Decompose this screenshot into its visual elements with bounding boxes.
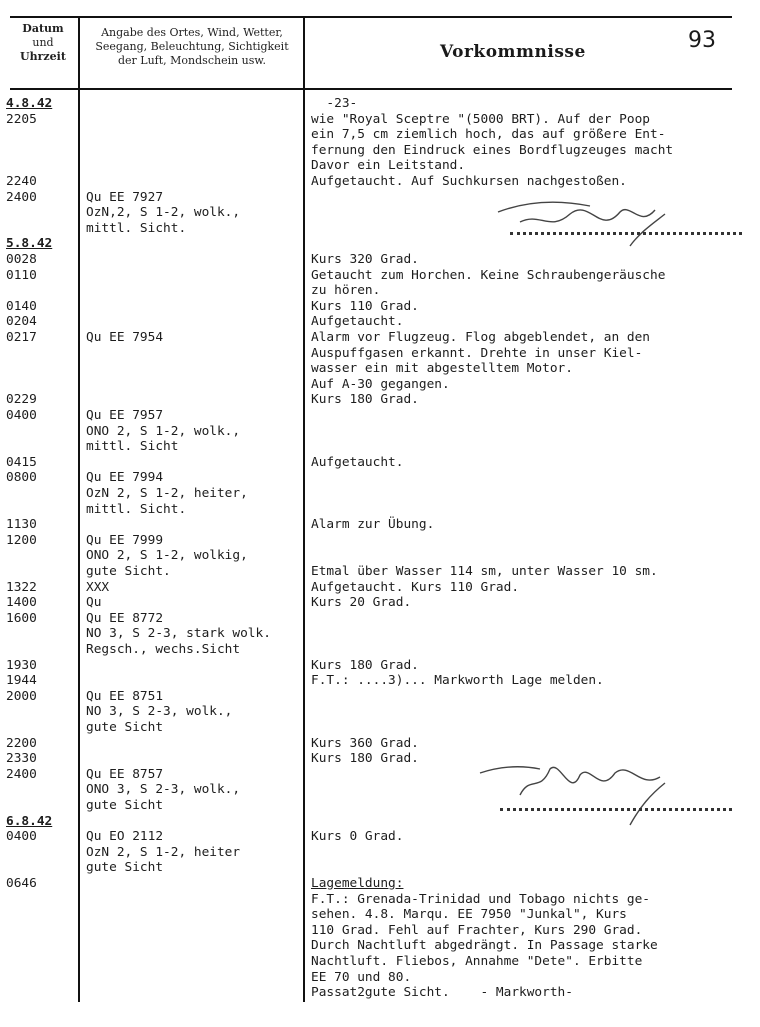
entry-place: ONO 2, S 1-2, wolkig, (86, 548, 248, 564)
entry-event: Auf A-30 gegangen. (311, 376, 450, 392)
entry-place: NO 3, S 2-3, stark wolk. (86, 626, 271, 642)
header-place-line: der Luft, Mondschein usw. (117, 54, 267, 67)
signature-dotted-line (500, 808, 732, 811)
entry-time: 2400 (6, 189, 37, 205)
entry-event: Aufgetaucht. (311, 454, 404, 470)
entry-time: 0646 (6, 876, 37, 891)
entry-time: 1400 (6, 595, 37, 611)
entry-event: Lagemeldung: (311, 876, 404, 891)
entry-time: 2200 (6, 735, 37, 751)
entry-event: Davor ein Leitstand. (311, 158, 466, 174)
entry-place: ONO 3, S 2-3, wolk., (86, 782, 241, 798)
entry-place: Qu EE 8751 (86, 688, 164, 704)
entry-event: wie "Royal Sceptre "(5000 BRT). Auf der Poop (311, 111, 650, 127)
entry-place: Qu EE 8772 (86, 610, 164, 626)
entry-event: Getaucht zum Horchen. Keine Schraubengeräusche (311, 267, 666, 283)
entry-time: 2400 (6, 766, 37, 782)
entry-place: XXX (86, 579, 110, 595)
entry-event: 110 Grad. Fehl auf Frachter, Kurs 290 Grad. (311, 922, 643, 938)
entry-time: 1200 (6, 532, 37, 548)
entry-place: OzN 2, S 1-2, heiter, (86, 486, 248, 501)
entry-time: 1130 (6, 517, 37, 533)
entry-place: gute Sicht (86, 720, 164, 735)
entry-event: Alarm vor Flugzeug. Flog abgeblendet, an den (311, 330, 650, 345)
entry-place: gute Sicht. (86, 564, 171, 579)
signature-mark (470, 755, 700, 835)
entry-event: F.T.: ....3)... Markworth Lage melden. (311, 673, 604, 689)
entry-time: 0400 (6, 408, 37, 423)
entry-event: Nachtluft. Fliebos, Annahme "Dete". Erbitte (311, 954, 643, 969)
entry-time: 2330 (6, 751, 37, 767)
entry-event: Kurs 180 Grad. (311, 657, 419, 673)
entry-place: Qu EE 8757 (86, 766, 164, 782)
entry-time: 1600 (6, 610, 37, 626)
entry-event: Alarm zur Übung. (311, 517, 435, 533)
entry-event: F.T.: Grenada-Trinidad und Tobago nichts ge- (311, 891, 650, 907)
header-place-line: Seegang, Beleuchtung, Sichtigkeit (95, 40, 289, 53)
entry-time: 0217 (6, 330, 37, 345)
column-divider-date (78, 17, 80, 1002)
entry-event: EE 70 und 80. (311, 969, 412, 985)
entry-time: 0110 (6, 267, 37, 283)
header-date-line: Uhrzeit (20, 50, 66, 63)
entry-time: 1944 (6, 673, 37, 689)
entry-event: Passat2gute Sicht. - Markworth- (311, 985, 573, 1001)
entry-date: 5.8.42 (6, 236, 53, 252)
entry-time: 0400 (6, 829, 37, 845)
entry-event: zu hören. (311, 283, 381, 299)
entry-place: OzN,2, S 1-2, wolk., (86, 205, 241, 221)
header-date-line: und (32, 36, 54, 49)
entry-event: Kurs 180 Grad. (311, 392, 419, 408)
entry-place: mittl. Sicht (86, 439, 179, 455)
entry-event: Auspuffgasen erkannt. Drehte in unser Kiel- (311, 345, 643, 361)
header-date-line: Datum (22, 22, 64, 35)
entry-event: Kurs 20 Grad. (311, 595, 412, 611)
entry-place: Qu EO 2112 (86, 829, 164, 845)
header-place-line: Angabe des Ortes, Wind, Wetter, (101, 26, 283, 39)
entry-place: Qu EE 7927 (86, 189, 164, 205)
entry-time: 0415 (6, 454, 37, 470)
entry-place: ONO 2, S 1-2, wolk., (86, 423, 241, 439)
entry-time: 0800 (6, 470, 37, 486)
entry-event: ein 7,5 cm ziemlich hoch, das auf größere Ent- (311, 127, 666, 143)
entry-place: NO 3, S 2-3, wolk., (86, 704, 233, 720)
entry-place: mittl. Sicht. (86, 501, 187, 517)
entry-event: -23- (311, 96, 358, 111)
entry-place: Qu EE 7954 (86, 330, 164, 345)
page-number: 93 (688, 28, 716, 53)
entry-place: Qu EE 7957 (86, 408, 164, 423)
entry-date: 4.8.42 (6, 96, 53, 111)
entry-place: Qu EE 7999 (86, 532, 164, 548)
entry-place: Regsch., wechs.Sicht (86, 642, 241, 657)
entry-place: mittl. Sicht. (86, 220, 187, 236)
entry-event: Kurs 360 Grad. (311, 735, 419, 751)
entry-place: Qu EE 7994 (86, 470, 164, 486)
entry-time: 0229 (6, 392, 37, 408)
entry-time: 0028 (6, 252, 37, 267)
entry-place: gute Sicht (86, 798, 164, 813)
entry-event: Kurs 320 Grad. (311, 252, 419, 267)
entry-time: 2205 (6, 111, 37, 127)
entry-date: 6.8.42 (6, 813, 53, 829)
header-date-column (10, 22, 76, 64)
entry-event: Etmal über Wasser 114 sm, unter Wasser 10 sm. (311, 564, 658, 579)
entry-place: Qu (86, 595, 102, 611)
entry-event: Kurs 110 Grad. (311, 298, 419, 314)
column-divider-place (303, 17, 305, 1002)
entry-event: fernung den Eindruck eines Bordflugzeuges macht (311, 142, 674, 158)
entry-event: Aufgetaucht. Kurs 110 Grad. (311, 579, 520, 595)
entry-event: wasser ein mit abgestelltem Motor. (311, 361, 573, 377)
header-place-column (82, 26, 302, 68)
header-top-rule (10, 16, 732, 18)
signature-dotted-line (510, 232, 742, 235)
entry-event: Durch Nachtluft abgedrängt. In Passage starke (311, 938, 658, 954)
entry-time: 0204 (6, 314, 37, 330)
entry-event: Aufgetaucht. Auf Suchkursen nachgestoßen. (311, 174, 627, 189)
entry-place: gute Sicht (86, 860, 164, 876)
signature-mark (480, 192, 700, 262)
entry-event: Kurs 180 Grad. (311, 751, 419, 767)
entry-time: 2000 (6, 688, 37, 704)
entry-time: 1322 (6, 579, 37, 595)
entry-event: Aufgetaucht. (311, 314, 404, 330)
entry-time: 0140 (6, 298, 37, 314)
header-bottom-rule (10, 88, 732, 90)
entry-event: Kurs 0 Grad. (311, 829, 404, 845)
entry-time: 1930 (6, 657, 37, 673)
entry-time: 2240 (6, 174, 37, 189)
entry-event: sehen. 4.8. Marqu. EE 7950 "Junkal", Kurs (311, 907, 627, 923)
header-events-title: Vorkommnisse (440, 42, 586, 62)
entry-place: OzN 2, S 1-2, heiter (86, 844, 241, 860)
